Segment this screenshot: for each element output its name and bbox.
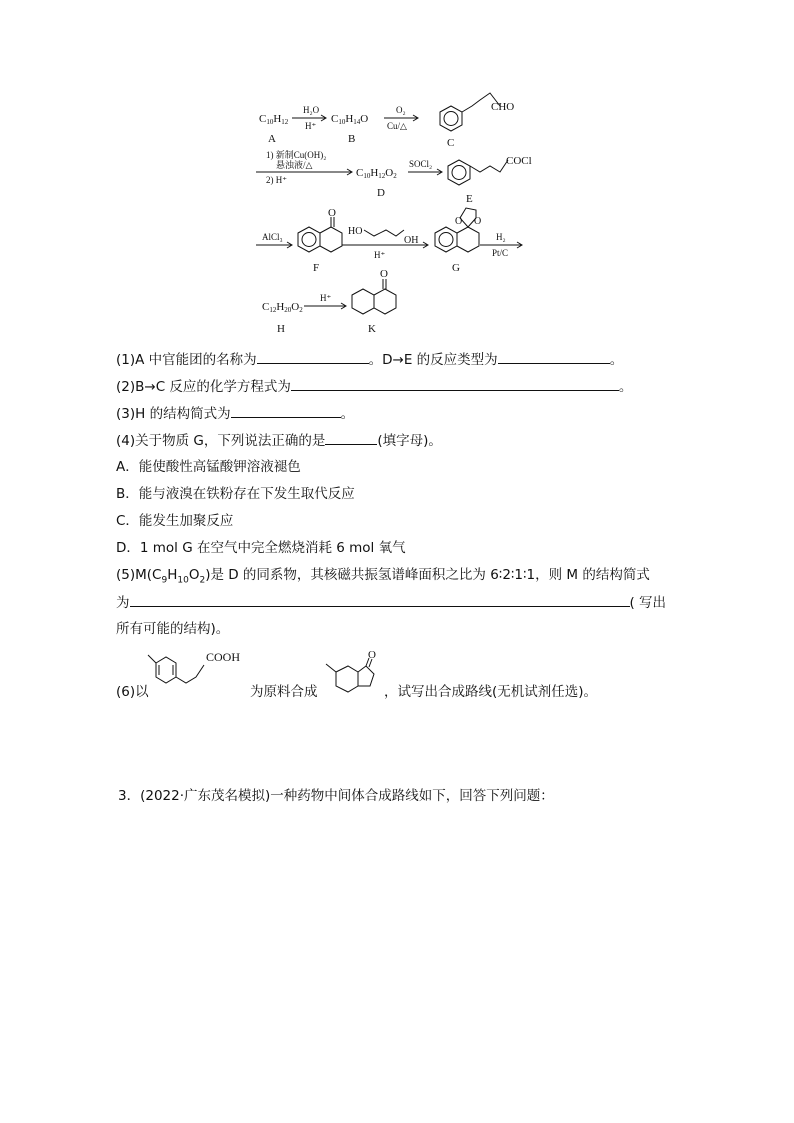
row3-arrow3-condition: Pt/C (492, 248, 509, 258)
question-4: (4)关于物质 G，下列说法正确的是 (填字母)。 (116, 433, 442, 449)
cooh-group: COOH (206, 650, 241, 664)
row3-arrow2-condition: H⁺ (374, 250, 386, 260)
compound-E-group: COCl (506, 155, 532, 167)
question-6-end: ，试写出合成路线(无机试剂任选)。 (384, 684, 598, 700)
row2-reagent-line1: 1) 新制Cu(OH)₂ (266, 150, 327, 160)
question-6-mid: 为原料合成 (250, 684, 318, 700)
reaction-scheme (0, 0, 794, 340)
compound-G-label: G (452, 262, 460, 274)
compound-F-oxygen: O (328, 207, 336, 219)
starting-material-structure (140, 645, 250, 705)
arrow1-condition: H⁺ (305, 121, 317, 131)
compound-C-group: CHO (491, 101, 515, 113)
answer-blank-5[interactable] (130, 593, 630, 607)
compound-E-label: E (466, 193, 473, 205)
compound-K-label: K (368, 323, 376, 335)
question-5-line2: 为 ( 写出 (116, 595, 667, 611)
answer-blank-1a[interactable] (257, 350, 369, 364)
question-2: (2)B→C 反应的化学方程式为 。 (116, 379, 633, 395)
compound-G-o1: O (455, 216, 463, 227)
ketone-oxygen: O (368, 649, 376, 661)
row2-arrow2-reagent: SOCl₂ (409, 159, 433, 169)
answer-blank-3[interactable] (231, 404, 341, 418)
row3-arrow3-reagent: H₂ (496, 232, 506, 242)
question-3: (3)H 的结构简式为 。 (116, 406, 355, 422)
compound-A-formula: C10H12 (259, 113, 289, 126)
arrow2-condition: Cu/△ (387, 121, 407, 131)
option-c: C．能发生加聚反应 (116, 513, 234, 529)
row4-arrow-condition: H⁺ (320, 293, 332, 303)
arrow2-reagent: O₂ (396, 105, 406, 115)
answer-blank-4[interactable] (325, 431, 377, 445)
answer-blank-2[interactable] (291, 377, 619, 391)
compound-H-formula: C12H20O2 (262, 301, 303, 314)
answer-blank-1b[interactable] (498, 350, 610, 364)
compound-G-o2: O (474, 216, 482, 227)
next-question-heading: 3．(2022·广东茂名模拟)一种药物中间体合成路线如下，回答下列问题： (118, 788, 554, 804)
option-a: A．能使酸性高锰酸钾溶液褪色 (116, 459, 301, 475)
compound-A-label: A (268, 133, 276, 145)
compound-F-label: F (313, 262, 320, 274)
row2-reagent-line2: 悬浊液/△ (276, 160, 313, 170)
row3-arrow1-reagent: AlCl₃ (262, 232, 283, 242)
compound-H-label: H (277, 323, 285, 335)
arrow1-reagent: H₂O (303, 105, 320, 115)
question-5-line1: $(5)M(C_9H_{10}O_2)$是 D 的同系物，其核磁共振氢谱峰面积之比为 6∶2∶1∶1，则 M 的结构简式 (116, 567, 650, 586)
compound-K-oxygen: O (380, 268, 388, 280)
compound-B-label: B (348, 133, 356, 145)
target-ketone-structure (320, 648, 384, 708)
question-1: (1)A 中官能团的名称为 。D→E 的反应类型为 。 (116, 352, 624, 368)
compound-D-formula: C10H12O2 (356, 167, 397, 180)
compound-D-label: D (377, 187, 385, 199)
diol-left: HO (348, 226, 363, 237)
question-5-line3: 所有可能的结构)。 (116, 621, 230, 637)
diol-right: OH (404, 235, 419, 246)
question-6-start: (6)以 (116, 684, 149, 700)
option-b: B．能与液溴在铁粉存在下发生取代反应 (116, 486, 355, 502)
option-d: D．1 mol G 在空气中完全燃烧消耗 6 mol 氧气 (116, 540, 406, 556)
compound-B-formula: C10H14O (331, 113, 369, 126)
compound-C-label: C (447, 137, 455, 149)
row2-condition: 2) H⁺ (266, 175, 287, 185)
